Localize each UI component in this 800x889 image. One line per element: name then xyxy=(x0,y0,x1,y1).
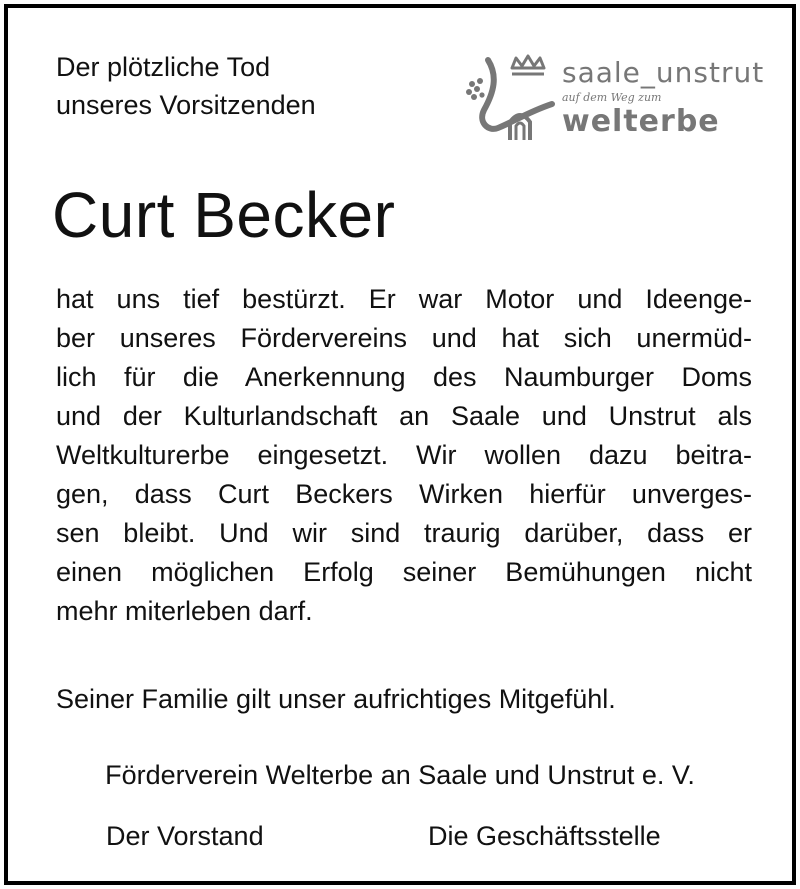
logo-text-tagline: auf dem Weg zum xyxy=(562,91,662,104)
logo-text-welterbe: welterbe xyxy=(562,104,720,139)
tribute-line: mehr miterleben darf. xyxy=(56,596,313,626)
organization-name: Förderverein Welterbe an Saale und Unstrut e. V. xyxy=(105,760,695,790)
logo-text-saale-unstrut: saale_unstrut xyxy=(562,56,765,89)
tribute-line: gen, dass Curt Beckers Wirken hierfür unverges- xyxy=(56,479,752,509)
intro-line-1: Der plötzliche Tod xyxy=(56,52,271,82)
tribute-line: lich für die Anerkennung des Naumburger Doms xyxy=(56,362,752,392)
tribute-line: und der Kulturlandschaft an Saale und Unstrut als xyxy=(56,401,752,431)
intro-line-2: unseres Vorsitzenden xyxy=(56,90,316,120)
tribute-paragraph xyxy=(56,280,752,631)
saale-unstrut-welterbe-logo xyxy=(458,48,765,148)
tribute-line: hat uns tief bestürzt. Er war Motor und Ideenge- xyxy=(56,284,752,314)
tribute-line: Weltkulturerbe eingesetzt. Wir wollen dazu beitra- xyxy=(56,440,752,470)
tribute-line: sen bleibt. Und wir sind traurig darüber, dass er xyxy=(56,518,752,548)
tribute-line: ber unseres Fördervereins und hat sich unermüd- xyxy=(56,323,752,353)
grape-crown-arch-icon xyxy=(458,48,562,148)
deceased-name: Curt Becker xyxy=(52,179,396,251)
intro-text xyxy=(56,48,316,124)
obituary-notice xyxy=(4,4,796,885)
tribute-line: einen möglichen Erfolg seiner Bemühungen nicht xyxy=(56,557,752,587)
signature-board: Der Vorstand xyxy=(106,821,264,851)
condolence-line: Seiner Familie gilt unser aufrichtiges Mitgefühl. xyxy=(56,684,616,714)
signature-office: Die Geschäftsstelle xyxy=(428,821,661,851)
